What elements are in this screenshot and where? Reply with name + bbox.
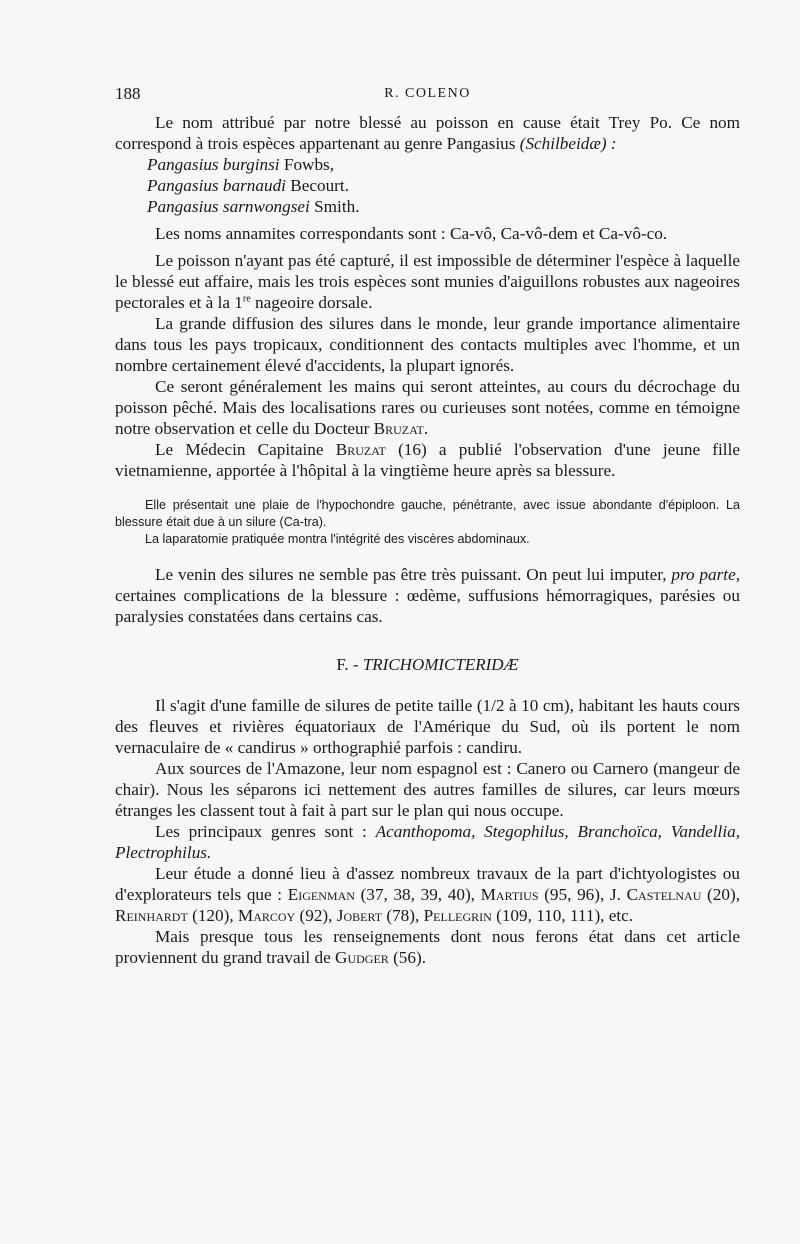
running-head [115,84,740,112]
page-number: 188 [115,84,141,103]
text-run: (92), [295,906,337,925]
quote-paragraph-1: Elle présentait une plaie de l'hypochondre gauche, pénétrante, avec issue abondante d'épiploon. La blessure était due à un silure (Ca-tra). [115,498,740,529]
paragraph-3: Le poisson n'ayant pas été capturé, il est impossible de déterminer l'espèce à laquelle le blessé eut affaire, mais les trois espèces sont munies d'aiguillons robustes aux nageoires pectorales et à la 1re nageoire dorsale. [115,251,740,312]
paragraph-2: Les noms annamites correspondants sont : Ca-vô, Ca-vô-dem et Ca-vô-co. [155,224,668,243]
species-list [115,154,740,217]
author-name: Reinhardt [115,906,188,925]
author-name: Castelnau [626,885,702,904]
paragraph-9: Aux sources de l'Amazone, leur nom espagnol est : Canero ou Carnero (mangeur de chair). Nous les séparons ici nettement des autres familles de silures, car leurs mœurs étranges les classent tout à fait à part sur le plan qui nous occupe. [115,759,740,820]
running-title: R. COLENO [384,86,471,101]
author-name: Martius [480,885,539,904]
paragraph-7: Le venin des silures ne semble pas être très puissant. On peut lui imputer, pro parte, certaines complications de la blessure : œdème, suffusions hémorragiques, parésies ou paralysies constatées dans certains cas. [115,565,741,626]
author-name: Eigenman [287,885,355,904]
species-item: Pangasius sarnwongsei Smith. [147,197,360,216]
author-name: Jobert [336,906,383,925]
paragraph-8: Il s'agit d'une famille de silures de petite taille (1/2 à 10 cm), habitant les hauts cours des fleuves et rivières équatoriaux de l'Amérique du Sud, où ils portent le nom vernaculaire de « candirus » orthographié parfois : candiru. [115,696,740,757]
text-run: (37, 38, 39, 40), [354,885,481,904]
text-run: Leur étude a donné lieu à d'assez nombreux travaux de la part d'ichtyologistes ou d'explorateurs tels que : [115,864,740,904]
text-run: (109, 110, 111), etc. [491,906,634,925]
text-run: (120), [187,906,238,925]
quote-paragraph-2: La laparatomie pratiquée montra l'intégrité des viscères abdominaux. [145,532,530,546]
page [115,84,740,968]
species-item: Pangasius barnaudi Becourt. [147,176,349,195]
text-run: (95, 96), J. [538,885,627,904]
author-name: Pellegrin [423,906,492,925]
author-name: Marcoy [237,906,296,925]
family-name: (Schilbeidæ) : [519,134,617,153]
paragraph-1: Le nom attribué par notre blessé au poisson en cause était Trey Po. Ce nom correspond à trois espèces appartenant au genre Pangasius (Schilbeidæ) : [115,113,740,153]
section-heading: F. - TRICHOMICTERIDÆ [336,655,519,674]
paragraph-4: La grande diffusion des silures dans le monde, leur grande importance alimentaire dans tous les pays tropicaux, conditionnent des contacts multiples avec l'homme, et un nombre certainement élevé d'accidents, la plupart ignorés. [115,314,740,375]
text-run: (20), [701,885,740,904]
paragraph-5: Ce seront généralement les mains qui seront atteintes, au cours du décrochage du poisson pêché. Mais des localisations rares ou curieuses sont notées, comme en témoigne notre observation et celle du Docteur Bruzat. [115,377,740,438]
species-item: Pangasius burginsi Fowbs, [147,155,335,174]
paragraph-11 [115,863,740,926]
paragraph-12: Mais presque tous les renseignements dont nous ferons état dans cet article proviennent du grand travail de Gudger (56). [115,927,740,967]
text-run: (78), [382,906,424,925]
paragraph-10: Les principaux genres sont : Acanthopoma, Stegophilus, Branchoïca, Vandellia, Plectrophilus. [115,822,740,862]
paragraph-6: Le Médecin Capitaine Bruzat (16) a publié l'observation d'une jeune fille vietnamienne, apportée à l'hôpital à la vingtième heure après sa blessure. [115,440,740,480]
